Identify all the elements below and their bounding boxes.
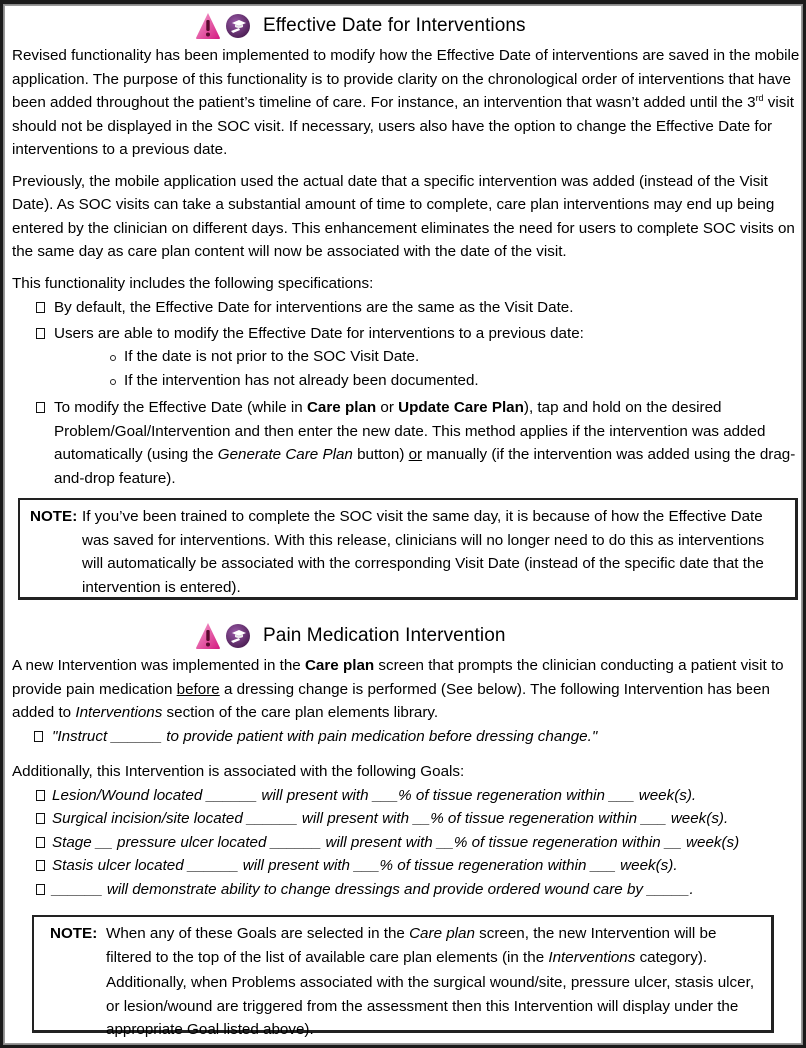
note-box-effective-date: [18, 498, 798, 600]
bullet-box-icon: [34, 731, 43, 742]
note-text: If you’ve been trained to complete the SOC visit the same day, it is because of how the Effective Date was saved for interventions. With this release, clinicians will no longer need to do this as interventions will automatically be associated with the corresponding Visit Date (instead of the specific date that the intervention is entered).: [82, 508, 765, 596]
list-item: Users are able to modify the Effective Date for interventions to a previous date: If the date is not prior to the SOC Visit Date. If the intervention has not already been documented.: [34, 322, 802, 393]
goal-item: Lesion/Wound located ______ will present with ___% of tissue regeneration within ___ week(s).: [34, 784, 802, 808]
sub-list: [54, 345, 802, 392]
sub-list-item: If the date is not prior to the SOC Visit Date.: [108, 345, 802, 369]
goals-intro: Additionally, this Intervention is associated with the following Goals:: [12, 763, 465, 780]
section-heading-pain-medication: [12, 618, 802, 654]
warning-icon: [195, 622, 221, 650]
intervention-item: "Instruct ______ to provide patient with pain medication before dressing change.": [12, 725, 802, 749]
specifications-list: [12, 296, 802, 490]
document-content: [12, 8, 802, 1038]
specifications-intro: This functionality includes the following specifications:: [12, 274, 374, 292]
note-label: NOTE:: [50, 925, 98, 942]
goal-item: Stage __ pressure ulcer located ______ will present with __% of tissue regeneration within __ week(s): [34, 831, 802, 855]
goals-list: [12, 784, 802, 902]
list-item: To modify the Effective Date (while in Care plan or Update Care Plan), tap and hold on the desired Problem/Goal/Intervention and then enter the new date. This method applies if the intervention was added automatically (using the Generate Care Plan button) or manually (if the intervention was added using the drag-and-drop feature).: [34, 396, 802, 490]
goal-item: Stasis ulcer located ______ will present with ___% of tissue regeneration within ___ week(s).: [34, 854, 802, 878]
bullet-box-icon: [36, 837, 45, 848]
bullet-box-icon: [36, 328, 45, 339]
bullet-box-icon: [36, 860, 45, 871]
goal-item: ______ will demonstrate ability to change dressings and provide ordered wound care by _____.: [34, 878, 802, 902]
bullet-box-icon: [36, 790, 45, 801]
graduation-cap-icon: [225, 13, 251, 39]
bullet-box-icon: [36, 302, 45, 313]
section-title: Pain Medication Intervention: [263, 625, 506, 647]
note-box-pain-medication: [32, 915, 774, 1038]
paragraph-new-intervention: A new Intervention was implemented in the Care plan screen that prompts the clinician conducting a patient visit to provide pain medication before a dressing change is performed (See below). The following Intervention has been added to Interventions section of the care plan elements library.: [12, 657, 784, 721]
bullet-box-icon: [36, 813, 45, 824]
paragraph-previously: Previously, the mobile application used the actual date that a specific intervention was added (instead of the Visit Date). As SOC visits can take a substantial amount of time to complete, care plan interventions may end up being entered by the clinician on different days. This enhancement eliminates the need for users to complete SOC visits on the same day as care plan content will now be associated with the date of the visit.: [12, 172, 795, 260]
graduation-cap-icon: [225, 623, 251, 649]
circle-bullet-icon: [110, 355, 116, 361]
paragraph-revised-functionality: Revised functionality has been implemented to modify how the Effective Date of interventions are saved in the mobile application. The purpose of this functionality is to provide clarity on the chronological order of interventions that have been added throughout the patient’s timeline of care. For instance, an intervention that wasn’t added until the 3rd visit should not be displayed in the SOC visit. If necessary, users also have the option to change the Effective Date for interventions to a previous date.: [12, 47, 800, 158]
note-text-additional: Additionally, when Problems associated with the surgical wound/site, pressure ulcer, stasis ulcer, or lesion/wound are triggered from the assessment then this Intervention will display under the appropriate Goal listed above).: [106, 974, 755, 1038]
circle-bullet-icon: [110, 379, 116, 385]
bullet-box-icon: [36, 402, 45, 413]
warning-icon: [195, 12, 221, 40]
note-text: When any of these Goals are selected in the Care plan screen, the new Intervention will be filtered to the top of the list of available care plan elements (in the Interventions category).: [106, 925, 717, 966]
note-label: NOTE:: [30, 508, 78, 525]
section-title: Effective Date for Interventions: [263, 15, 526, 37]
list-item: By default, the Effective Date for interventions are the same as the Visit Date.: [34, 296, 802, 320]
bullet-box-icon: [36, 884, 45, 895]
goal-item: Surgical incision/site located ______ will present with __% of tissue regeneration within ___ week(s).: [34, 807, 802, 831]
section-heading-effective-date: [12, 8, 802, 44]
sub-list-item: If the intervention has not already been documented.: [108, 369, 802, 393]
